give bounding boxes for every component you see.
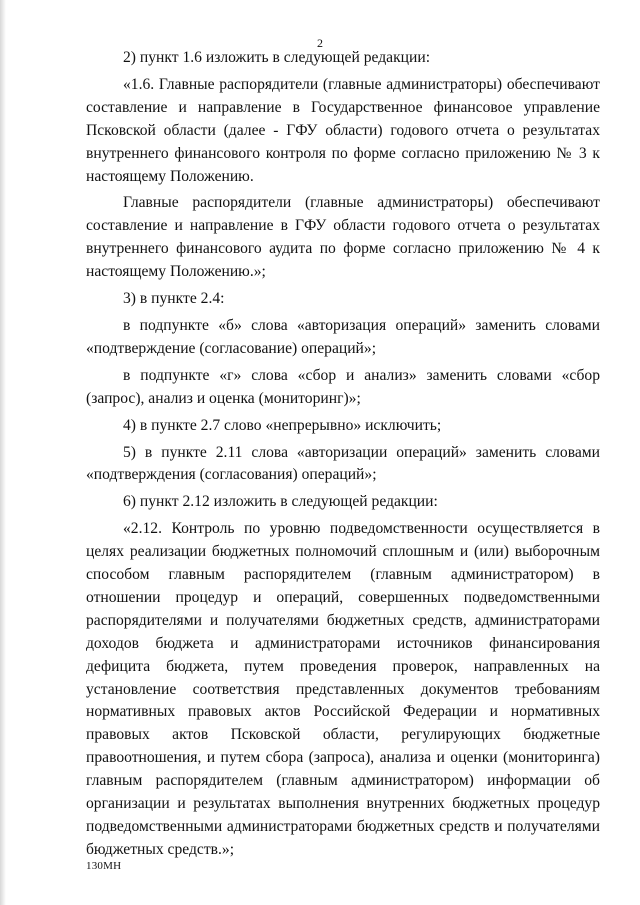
paragraph-item-5: 5) в пункте 2.11 слова «авторизации операций» заменить словами «подтверждения (согласования) операций»; [86, 443, 600, 484]
page-number: 2 [317, 36, 323, 50]
paragraph-clause-1-6-audit: Главные распорядители (главные администраторы) обеспечивают составление и направление в ГФУ области годового отчета о результатах внутреннего финансового аудита по форме согласно приложению № 4 к настоящему Положению.»; [86, 194, 600, 281]
paragraph-item-4: 4) в пункте 2.7 слово «непрерывно» исключить; [123, 416, 442, 434]
paragraph-item-6: 6) пункт 2.12 изложить в следующей редакции: [123, 493, 438, 511]
paragraph-item-2: 2) пункт 1.6 изложить в следующей редакции: [123, 49, 431, 66]
paragraph-clause-2-12: «2.12. Контроль по уровню подведомственности осуществляется в целях реализации бюджетных полномочий сплошным и (или) выборочным способом главным распорядителем (главным администратором) в отношении процедур и операций, совершенных подведомственными распорядителями и получателями бюджетных средств, администраторами доходов бюджета и администраторами источников финансирования дефицита бюджета, путем проведения проверок, направленных на установление соответствия представленных документов требованиям нормативных правовых актов Российской Федерации и нормативных правовых актов Псковской области, регулирующих бюджетные правоотношения, и путем сбора (запроса), анализа и оценки (мониторинга) главным распорядителем (главным администратором) информации об организации и результатах выполнения внутренних бюджетных процедур подведомственными администраторами бюджетных средств и получателями бюджетных средств.»; [86, 520, 600, 858]
paragraph-item-3: 3) в пункте 2.4: [123, 290, 225, 308]
scan-edge [0, 0, 6, 905]
footer-code: 130МН [86, 860, 122, 872]
document-body [86, 47, 600, 866]
paragraph-subitem-b: в подпункте «б» слова «авторизация операций» заменить словами «подтверждение (согласование) операций»; [86, 316, 600, 357]
paragraph-subitem-g: в подпункте «г» слова «сбор и анализ» заменить словами «сбор (запрос), анализ и оценка (мониторинг)»; [86, 366, 600, 407]
paragraph-clause-1-6: «1.6. Главные распорядители (главные администраторы) обеспечивают составление и направление в Государственное финансовое управление Псковской области (далее - ГФУ области) годового отчета о результатах внутреннего финансового контроля по форме согласно приложению № 3 к настоящему Положению. [86, 75, 600, 185]
